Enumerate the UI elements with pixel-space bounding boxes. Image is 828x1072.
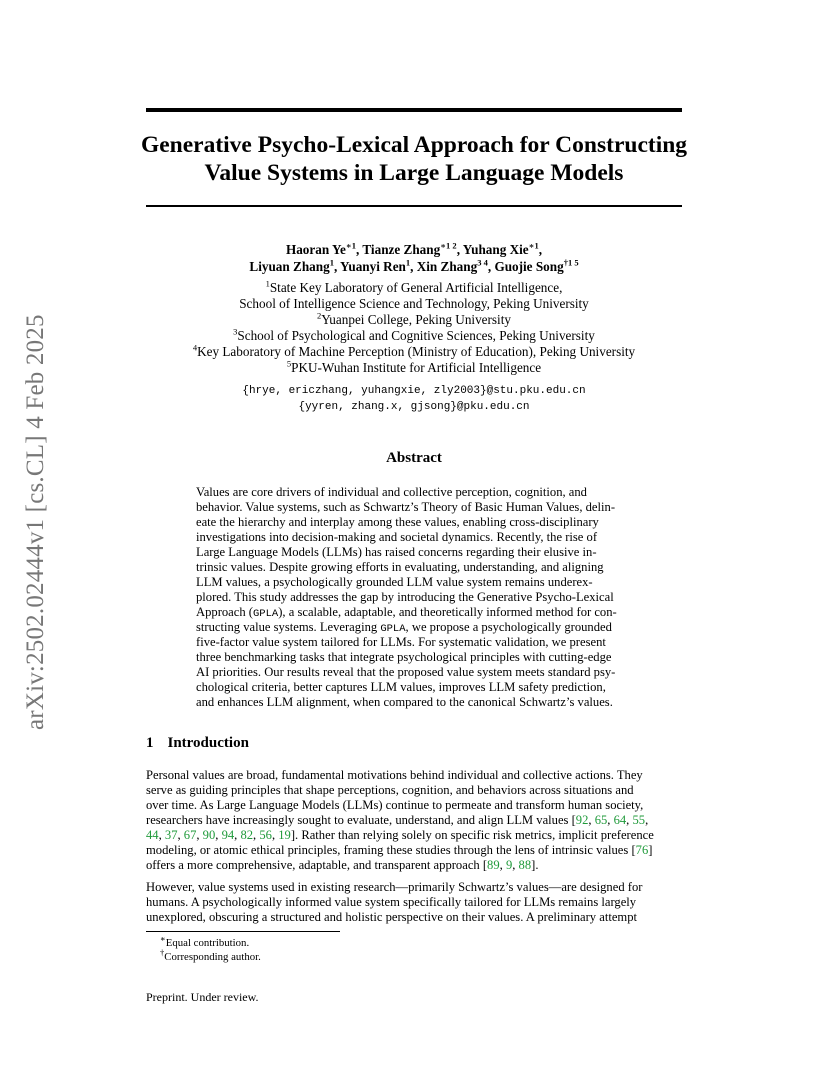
affiliation-line	[146, 280, 682, 296]
footnote-equal-contribution	[160, 933, 250, 950]
body-text: ,	[512, 858, 519, 872]
abstract-line: behavior. Value systems, such as Schwartz’s Theory of Basic Human Values, delin-	[196, 500, 616, 514]
author-mark: 3 4	[477, 257, 488, 268]
section-title: Introduction	[167, 735, 249, 751]
author-separator: ,	[538, 242, 543, 257]
abstract-line: Large Language Models (LLMs) has raised concerns regarding their elusive in-	[196, 545, 597, 559]
citation-link[interactable]: 65	[594, 813, 608, 827]
author-name: Guojie Song	[494, 259, 564, 274]
body-text: over time. As Large Language Models (LLMs) continue to permeate and transform human society,	[146, 798, 644, 812]
preprint-notice: Preprint. Under review.	[146, 990, 259, 1004]
body-text: serve as guiding principles that shape perceptions, cognition, and behaviors across situations and	[146, 783, 634, 797]
body-text: ,	[215, 828, 222, 842]
email-line[interactable]: {hrye, ericzhang, yuhangxie, zly2003}@stu.pku.edu.cn	[242, 385, 586, 397]
body-text: ,	[271, 828, 279, 842]
affiliation-line	[146, 328, 682, 344]
section-heading	[146, 735, 249, 752]
affiliation-line	[146, 312, 682, 328]
body-text: ,	[626, 813, 633, 827]
body-line: humans. A psychologically informed value system specifically tailored for LLMs remains largely	[146, 895, 637, 909]
body-text: ,	[588, 813, 595, 827]
author-mark: ∗1	[528, 240, 539, 251]
title-top-rule	[146, 108, 682, 112]
author-mark: †1 5	[563, 257, 579, 268]
citation-link[interactable]: 94	[221, 828, 235, 842]
author-separator: ,	[356, 242, 363, 257]
author-line-1	[146, 242, 682, 258]
author-mark: ∗1 2	[440, 240, 457, 251]
email-line[interactable]: {yyren, zhang.x, gjsong}@pku.edu.cn	[298, 401, 530, 413]
title-bottom-rule	[146, 205, 682, 207]
author-separator: ,	[456, 242, 463, 257]
abstract-line: three benchmarking tasks that integrate psychological principles with cutting-edge	[196, 650, 612, 664]
body-line	[146, 813, 682, 828]
footnote-mark: †	[160, 947, 165, 958]
body-text: offers a more comprehensive, adaptable, and transparent approach [	[146, 858, 488, 872]
citation-link[interactable]: 89	[487, 858, 500, 872]
author-name: Liyuan Zhang	[249, 259, 330, 274]
affiliation-text: PKU-Wuhan Institute for Artificial Intelligence	[291, 360, 542, 375]
method-acronym: GPLA	[253, 608, 279, 620]
citation-link[interactable]: 88	[518, 858, 532, 872]
affiliation-text: Key Laboratory of Machine Perception (Ministry of Education), Peking University	[197, 344, 636, 359]
citation-link[interactable]: 44	[146, 828, 159, 842]
abstract-line: five-factor value system tailored for LLMs. For systematic validation, we present	[196, 635, 606, 649]
abstract-line: investigations into decision-making and societal dynamics. Recently, the rise of	[196, 530, 598, 544]
body-text: ].	[531, 858, 539, 872]
body-text: ,	[234, 828, 241, 842]
method-acronym: GPLA	[380, 623, 406, 635]
citation-link[interactable]: 37	[164, 828, 178, 842]
author-name: Tianze Zhang	[362, 242, 441, 257]
affiliation-line	[146, 360, 682, 376]
abstract-line: trinsic values. Despite growing efforts in evaluating, understanding, and aligning	[196, 560, 604, 574]
citation-link[interactable]: 19	[278, 828, 291, 842]
author-separator: ,	[333, 259, 341, 274]
abstract-line: Values are core drivers of individual and collective perception, cognition, and	[196, 485, 587, 499]
abstract-line: eate the hierarchy and interplay among these values, enabling cross-disciplinary	[196, 515, 599, 529]
abstract-heading: Abstract	[386, 450, 442, 466]
body-text: Personal values are broad, fundamental motivations behind individual and collective actions. They	[146, 768, 643, 782]
author-separator: ,	[487, 259, 495, 274]
citation-link[interactable]: 76	[635, 843, 649, 857]
footnote-corresponding-author	[160, 947, 261, 964]
citation-link[interactable]: 64	[613, 813, 627, 827]
abstract-line: AI priorities. Our results reveal that the proposed value system meets standard psy-	[196, 665, 616, 679]
abstract-text: ), a scalable, adaptable, and theoretically informed method for con-	[278, 605, 617, 619]
author-name: Yuanyi Ren	[340, 259, 406, 274]
footnote-text: Corresponding author.	[164, 951, 261, 963]
author-line-2	[146, 259, 682, 275]
abstract-line: and enhances LLM alignment, when compared to the canonical Schwartz’s values.	[196, 695, 613, 709]
footnote-text: Equal contribution.	[165, 937, 250, 949]
body-line	[146, 798, 682, 813]
citation-link[interactable]: 67	[183, 828, 197, 842]
body-line	[146, 858, 682, 873]
citation-link[interactable]: 82	[240, 828, 254, 842]
abstract-line: chological criteria, better captures LLM values, improves LLM safety prediction,	[196, 680, 606, 694]
author-mark: ∗1	[345, 240, 357, 251]
affiliation-text: School of Intelligence Science and Technology, Peking University	[239, 296, 589, 311]
body-text: ,	[607, 813, 614, 827]
body-text: ,	[177, 828, 184, 842]
affiliation-line	[146, 296, 682, 312]
body-line	[146, 768, 682, 783]
body-text: researchers have increasingly sought to evaluate, understand, and align LLM values [	[146, 813, 576, 827]
section-number: 1	[146, 735, 154, 751]
affiliation-mark: 2	[317, 310, 322, 321]
affiliation-text: Yuanpei College, Peking University	[321, 312, 511, 327]
affiliation-mark: 4	[192, 342, 198, 353]
citation-link[interactable]: 9	[505, 858, 513, 872]
abstract-text: , we propose a psychologically grounded	[405, 620, 612, 634]
body-line	[146, 783, 682, 798]
author-name: Xin Zhang	[416, 259, 478, 274]
title-line-2: Value Systems in Large Language Models	[204, 160, 624, 186]
paper-title	[140, 131, 688, 187]
body-line: However, value systems used in existing research—primarily Schwartz’s values—are designed for	[146, 880, 643, 894]
citation-link[interactable]: 90	[202, 828, 216, 842]
body-line	[146, 843, 682, 858]
body-text: modeling, or atomic ethical principles, framing these studies through the lens of intrinsic values [	[146, 843, 636, 857]
affiliation-text: School of Psychological and Cognitive Sciences, Peking University	[237, 328, 595, 343]
affiliation-mark: 5	[286, 358, 292, 369]
body-text: ,	[196, 828, 203, 842]
author-mark: 1	[329, 257, 334, 268]
body-text: ,	[253, 828, 260, 842]
arxiv-identifier: arXiv:2502.02444v1 [cs.CL] 4 Feb 2025	[22, 314, 49, 730]
affiliation-mark: 3	[233, 326, 238, 337]
abstract-text: structing value systems. Leveraging	[196, 620, 381, 634]
citation-link[interactable]: 55	[632, 813, 646, 827]
affiliation-line	[146, 344, 682, 360]
author-separator: ,	[410, 259, 417, 274]
abstract-line: LLM values, a psychologically grounded LLM value system remains underex-	[196, 575, 593, 589]
citation-link[interactable]: 92	[575, 813, 589, 827]
body-text: ,	[158, 828, 165, 842]
abstract-line: plored. This study addresses the gap by introducing the Generative Psycho-Lexical	[196, 590, 614, 604]
body-line	[146, 828, 682, 843]
abstract-text: Approach (	[196, 605, 253, 619]
body-text: ,	[645, 813, 649, 827]
body-text: ,	[499, 858, 506, 872]
footnote-mark: ∗	[160, 933, 166, 944]
body-text: ]	[648, 843, 653, 857]
author-name: Haoran Ye	[285, 242, 346, 257]
body-line: unexplored, obscuring a structured and holistic perspective on their values. A preliminary attempt	[146, 910, 638, 924]
title-line-1: Generative Psycho-Lexical Approach for Constructing	[140, 132, 688, 158]
affiliation-text: State Key Laboratory of General Artificial Intelligence,	[269, 280, 563, 295]
body-text: ]. Rather than relying solely on specific risk metrics, implicit preference	[290, 828, 654, 842]
author-name: Yuhang Xie	[462, 242, 529, 257]
author-mark: 1	[405, 257, 411, 268]
footnote-rule	[146, 931, 340, 932]
citation-link[interactable]: 56	[259, 828, 272, 842]
affiliation-mark: 1	[265, 278, 270, 289]
